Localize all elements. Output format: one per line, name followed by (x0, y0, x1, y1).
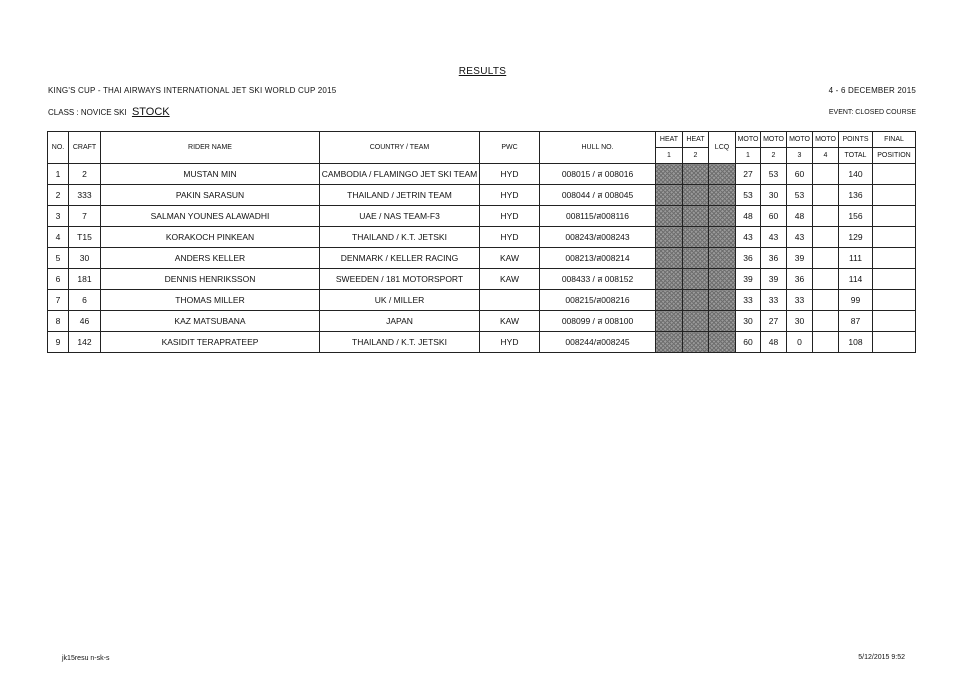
cell-points-total: 111 (839, 248, 873, 269)
cell-moto-1: 36 (736, 248, 761, 269)
cell-rider: THOMAS MILLER (101, 290, 320, 311)
cell-rider: KORAKOCH PINKEAN (101, 227, 320, 248)
cell-moto-1: 39 (736, 269, 761, 290)
table-row (48, 311, 916, 332)
event-dates: 4 - 6 DECEMBER 2015 (828, 86, 916, 95)
cell-rider: PAKIN SARASUN (101, 185, 320, 206)
cell-points-total: 136 (839, 185, 873, 206)
cell-moto-2: 53 (761, 164, 787, 185)
cell-final-position (873, 206, 916, 227)
header-final: FINAL (873, 132, 916, 148)
class-line (48, 106, 170, 118)
cell-country: THAILAND / K.T. JETSKI (320, 227, 480, 248)
cell-rider: DENNIS HENRIKSSON (101, 269, 320, 290)
header-moto-4-num: 4 (813, 148, 839, 164)
cell-final-position (873, 164, 916, 185)
cell-hull: 008015 / ส 008016 (540, 164, 656, 185)
cell-rider: SALMAN YOUNES ALAWADHI (101, 206, 320, 227)
cell-moto-4 (813, 311, 839, 332)
header-lcq: LCQ (709, 132, 736, 164)
cell-no: 2 (48, 185, 69, 206)
cell-no: 3 (48, 206, 69, 227)
cell-craft: 142 (69, 332, 101, 353)
header-moto-1-num: 1 (736, 148, 761, 164)
class-name: STOCK (131, 106, 170, 118)
cell-country: UAE / NAS TEAM-F3 (320, 206, 480, 227)
table-row (48, 248, 916, 269)
header-pwc: PWC (480, 132, 540, 164)
cell-no: 5 (48, 248, 69, 269)
header-points: POINTS (839, 132, 873, 148)
cell-no: 9 (48, 332, 69, 353)
cell-heat-1 (656, 332, 683, 353)
cell-points-total: 87 (839, 311, 873, 332)
header-moto-2: MOTO (761, 132, 787, 148)
results-table (47, 131, 916, 353)
header-moto-3-num: 3 (787, 148, 813, 164)
cell-craft: 46 (69, 311, 101, 332)
cell-craft: 30 (69, 248, 101, 269)
cell-rider: ANDERS KELLER (101, 248, 320, 269)
header-country: COUNTRY / TEAM (320, 132, 480, 164)
cell-pwc: HYD (480, 206, 540, 227)
header-moto-1: MOTO (736, 132, 761, 148)
header-moto-2-num: 2 (761, 148, 787, 164)
header-hull: HULL NO. (540, 132, 656, 164)
cell-craft: 2 (69, 164, 101, 185)
cell-final-position (873, 248, 916, 269)
cell-moto-4 (813, 290, 839, 311)
cell-moto-4 (813, 332, 839, 353)
cell-moto-3: 0 (787, 332, 813, 353)
cell-country: UK / MILLER (320, 290, 480, 311)
cell-moto-2: 43 (761, 227, 787, 248)
cell-lcq (709, 332, 736, 353)
cell-moto-3: 36 (787, 269, 813, 290)
cell-hull: 008115/ส008116 (540, 206, 656, 227)
header-moto-3: MOTO (787, 132, 813, 148)
cell-heat-1 (656, 290, 683, 311)
footer-timestamp: 5/12/2015 9:52 (858, 654, 905, 661)
cell-heat-1 (656, 269, 683, 290)
cell-final-position (873, 185, 916, 206)
cell-hull: 008244/ส008245 (540, 332, 656, 353)
cell-heat-2 (683, 248, 709, 269)
cell-hull: 008213/ส008214 (540, 248, 656, 269)
cell-moto-1: 33 (736, 290, 761, 311)
cell-final-position (873, 290, 916, 311)
cell-country: THAILAND / JETRIN TEAM (320, 185, 480, 206)
header-craft: CRAFT (69, 132, 101, 164)
cell-moto-3: 33 (787, 290, 813, 311)
cell-country: THAILAND / K.T. JETSKI (320, 332, 480, 353)
table-header-row (48, 132, 916, 148)
cell-moto-4 (813, 206, 839, 227)
cell-heat-2 (683, 185, 709, 206)
header-no: NO. (48, 132, 69, 164)
cell-country: JAPAN (320, 311, 480, 332)
cell-moto-4 (813, 269, 839, 290)
cell-moto-3: 60 (787, 164, 813, 185)
cell-points-total: 114 (839, 269, 873, 290)
cell-pwc: HYD (480, 332, 540, 353)
cell-moto-3: 39 (787, 248, 813, 269)
cell-no: 7 (48, 290, 69, 311)
cell-heat-1 (656, 206, 683, 227)
cell-heat-2 (683, 311, 709, 332)
cell-moto-1: 53 (736, 185, 761, 206)
cell-heat-2 (683, 227, 709, 248)
header-total: TOTAL (839, 148, 873, 164)
cell-pwc: KAW (480, 248, 540, 269)
cell-lcq (709, 206, 736, 227)
cell-pwc: HYD (480, 227, 540, 248)
cell-hull: 008243/ส008243 (540, 227, 656, 248)
cell-lcq (709, 311, 736, 332)
table-row (48, 227, 916, 248)
cell-points-total: 99 (839, 290, 873, 311)
footer-file-ref: jk15resu n-sk-s (62, 655, 110, 662)
cell-country: DENMARK / KELLER RACING (320, 248, 480, 269)
cell-heat-2 (683, 206, 709, 227)
cell-heat-2 (683, 332, 709, 353)
class-label: CLASS : NOVICE SKI (48, 108, 127, 117)
cell-heat-1 (656, 227, 683, 248)
header-moto-4: MOTO (813, 132, 839, 148)
cell-hull: 008215/ส008216 (540, 290, 656, 311)
cell-moto-3: 43 (787, 227, 813, 248)
cell-heat-2 (683, 290, 709, 311)
cell-no: 4 (48, 227, 69, 248)
cell-no: 8 (48, 311, 69, 332)
page-title: RESULTS (458, 66, 507, 77)
cell-craft: 181 (69, 269, 101, 290)
table-row (48, 206, 916, 227)
cell-lcq (709, 185, 736, 206)
cell-moto-1: 60 (736, 332, 761, 353)
cell-heat-1 (656, 164, 683, 185)
cell-moto-2: 39 (761, 269, 787, 290)
cell-rider: MUSTAN MIN (101, 164, 320, 185)
cell-country: SWEEDEN / 181 MOTORSPORT (320, 269, 480, 290)
cell-heat-1 (656, 185, 683, 206)
cell-no: 6 (48, 269, 69, 290)
cell-rider: KAZ MATSUBANA (101, 311, 320, 332)
cell-moto-4 (813, 185, 839, 206)
cell-heat-2 (683, 164, 709, 185)
cell-heat-2 (683, 269, 709, 290)
cell-hull: 008044 / ส 008045 (540, 185, 656, 206)
cell-pwc: HYD (480, 185, 540, 206)
cell-heat-1 (656, 248, 683, 269)
cell-moto-3: 53 (787, 185, 813, 206)
cell-moto-1: 27 (736, 164, 761, 185)
cell-moto-2: 27 (761, 311, 787, 332)
cell-moto-2: 60 (761, 206, 787, 227)
cell-moto-4 (813, 248, 839, 269)
cell-lcq (709, 164, 736, 185)
table-row (48, 269, 916, 290)
cell-moto-2: 36 (761, 248, 787, 269)
cell-pwc (480, 290, 540, 311)
cell-moto-1: 30 (736, 311, 761, 332)
cell-lcq (709, 227, 736, 248)
cell-moto-1: 43 (736, 227, 761, 248)
cell-moto-2: 33 (761, 290, 787, 311)
header-rider: RIDER NAME (101, 132, 320, 164)
header-position: POSITION (873, 148, 916, 164)
table-row (48, 332, 916, 353)
table-row (48, 185, 916, 206)
header-heat-1: HEAT (656, 132, 683, 148)
cell-final-position (873, 311, 916, 332)
cell-lcq (709, 269, 736, 290)
cell-final-position (873, 227, 916, 248)
cell-pwc: HYD (480, 164, 540, 185)
cell-points-total: 108 (839, 332, 873, 353)
cell-points-total: 156 (839, 206, 873, 227)
cell-craft: 6 (69, 290, 101, 311)
cell-pwc: KAW (480, 269, 540, 290)
cell-moto-2: 48 (761, 332, 787, 353)
cell-heat-1 (656, 311, 683, 332)
header-heat-1-num: 1 (656, 148, 683, 164)
cell-moto-4 (813, 227, 839, 248)
cell-craft: T15 (69, 227, 101, 248)
table-row (48, 290, 916, 311)
cell-craft: 7 (69, 206, 101, 227)
cell-hull: 008433 / ส 008152 (540, 269, 656, 290)
cell-country: CAMBODIA / FLAMINGO JET SKI TEAM (320, 164, 480, 185)
cell-hull: 008099 / ส 008100 (540, 311, 656, 332)
cell-lcq (709, 290, 736, 311)
cell-lcq (709, 248, 736, 269)
table-row (48, 164, 916, 185)
cell-moto-4 (813, 164, 839, 185)
cell-moto-3: 30 (787, 311, 813, 332)
cell-pwc: KAW (480, 311, 540, 332)
cell-final-position (873, 269, 916, 290)
cell-points-total: 129 (839, 227, 873, 248)
cell-moto-1: 48 (736, 206, 761, 227)
header-heat-2-num: 2 (683, 148, 709, 164)
cell-rider: KASIDIT TERAPRATEEP (101, 332, 320, 353)
event-type: EVENT: CLOSED COURSE (828, 109, 916, 116)
header-heat-2: HEAT (683, 132, 709, 148)
cell-craft: 333 (69, 185, 101, 206)
event-name: KING'S CUP - THAI AIRWAYS INTERNATIONAL JET SKI WORLD CUP 2015 (48, 86, 337, 95)
cell-moto-3: 48 (787, 206, 813, 227)
cell-no: 1 (48, 164, 69, 185)
cell-final-position (873, 332, 916, 353)
cell-moto-2: 30 (761, 185, 787, 206)
cell-points-total: 140 (839, 164, 873, 185)
